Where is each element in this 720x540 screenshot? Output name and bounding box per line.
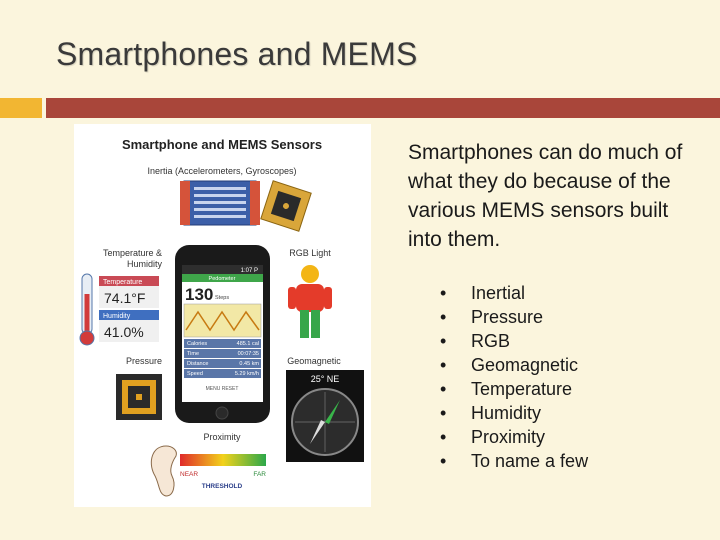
far-label: FAR: [253, 471, 266, 478]
accent-bar-right: [46, 98, 720, 118]
svg-text:5.29 km/h: 5.29 km/h: [234, 371, 259, 377]
temperature-value: 74.1°F: [104, 290, 146, 306]
svg-text:Speed: Speed: [187, 371, 203, 377]
rgb-person-icon: [288, 265, 332, 338]
bullet-item: • Pressure: [440, 307, 544, 327]
slide-title: Smartphones and MEMS: [56, 36, 418, 72]
svg-text:0.45 km: 0.45 km: [239, 361, 259, 367]
bullet-item: • To name a few: [440, 451, 589, 471]
bullet-item: • Proximity: [440, 427, 546, 447]
svg-text:485.1 cal: 485.1 cal: [236, 341, 259, 347]
svg-text:Distance: Distance: [187, 361, 209, 367]
bullet-dot: •: [440, 379, 447, 399]
inertia-label: Inertia (Accelerometers, Gyroscopes): [147, 166, 297, 176]
svg-text:1:07 P: 1:07 P: [240, 268, 258, 274]
svg-text:Humidity: Humidity: [103, 313, 131, 320]
bullet-item: • RGB: [440, 331, 511, 351]
proximity-gradient-bar: [180, 454, 266, 466]
bullet-dot: •: [440, 307, 447, 327]
mems-sensors-figure: [74, 124, 371, 507]
phone-steps: 130: [185, 285, 214, 304]
temp-humidity-label-2: Humidity: [126, 259, 162, 269]
svg-text:Steps: Steps: [215, 295, 230, 301]
svg-text:MENU RESET: MENU RESET: [205, 386, 239, 392]
geomagnetic-label: Geomagnetic: [287, 356, 341, 366]
svg-text:Calories: Calories: [187, 341, 208, 347]
pressure-label: Pressure: [125, 356, 162, 366]
bullet-dot: •: [440, 451, 447, 471]
bullet-dot: •: [440, 331, 447, 351]
threshold-label: THRESHOLD: [201, 483, 243, 490]
compass-icon: [286, 370, 364, 462]
figure-heading: Smartphone and MEMS Sensors: [121, 137, 323, 152]
bullet-item: • Humidity: [440, 403, 542, 423]
bullet-dot: •: [440, 283, 447, 303]
ear-icon: [151, 446, 176, 496]
svg-text:Time: Time: [187, 351, 200, 357]
smartphone-icon: [175, 245, 270, 423]
svg-text:Pedometer: Pedometer: [208, 276, 236, 282]
body-text: Smartphones can do much of what they do because of the various MEMS sensors built into them.: [408, 141, 683, 251]
bullet-dot: •: [440, 403, 447, 423]
temperature-readout: [99, 276, 159, 342]
accent-bar-left: [0, 98, 42, 118]
rgb-label: RGB Light: [289, 248, 331, 258]
sensor-bullet-list: [440, 281, 588, 473]
bullet-item: • Inertial: [440, 283, 526, 303]
near-label: NEAR: [180, 471, 199, 478]
thermometer-icon: [80, 274, 94, 345]
svg-text:00:07:35: 00:07:35: [237, 351, 259, 357]
bullet-item: • Geomagnetic: [440, 355, 579, 375]
bullet-item: • Temperature: [440, 379, 573, 399]
pressure-sensor-icon: [116, 374, 162, 420]
bullet-dot: •: [440, 427, 447, 447]
proximity-label: Proximity: [203, 432, 241, 442]
bullet-dot: •: [440, 355, 447, 375]
svg-text:Temperature: Temperature: [103, 279, 143, 286]
accelerometer-chip-icon: [180, 181, 260, 225]
humidity-value: 41.0%: [104, 324, 144, 340]
temp-humidity-label-1: Temperature &: [102, 248, 162, 258]
gyroscope-chip-icon: [261, 181, 311, 231]
compass-heading: 25° NE: [310, 374, 340, 384]
